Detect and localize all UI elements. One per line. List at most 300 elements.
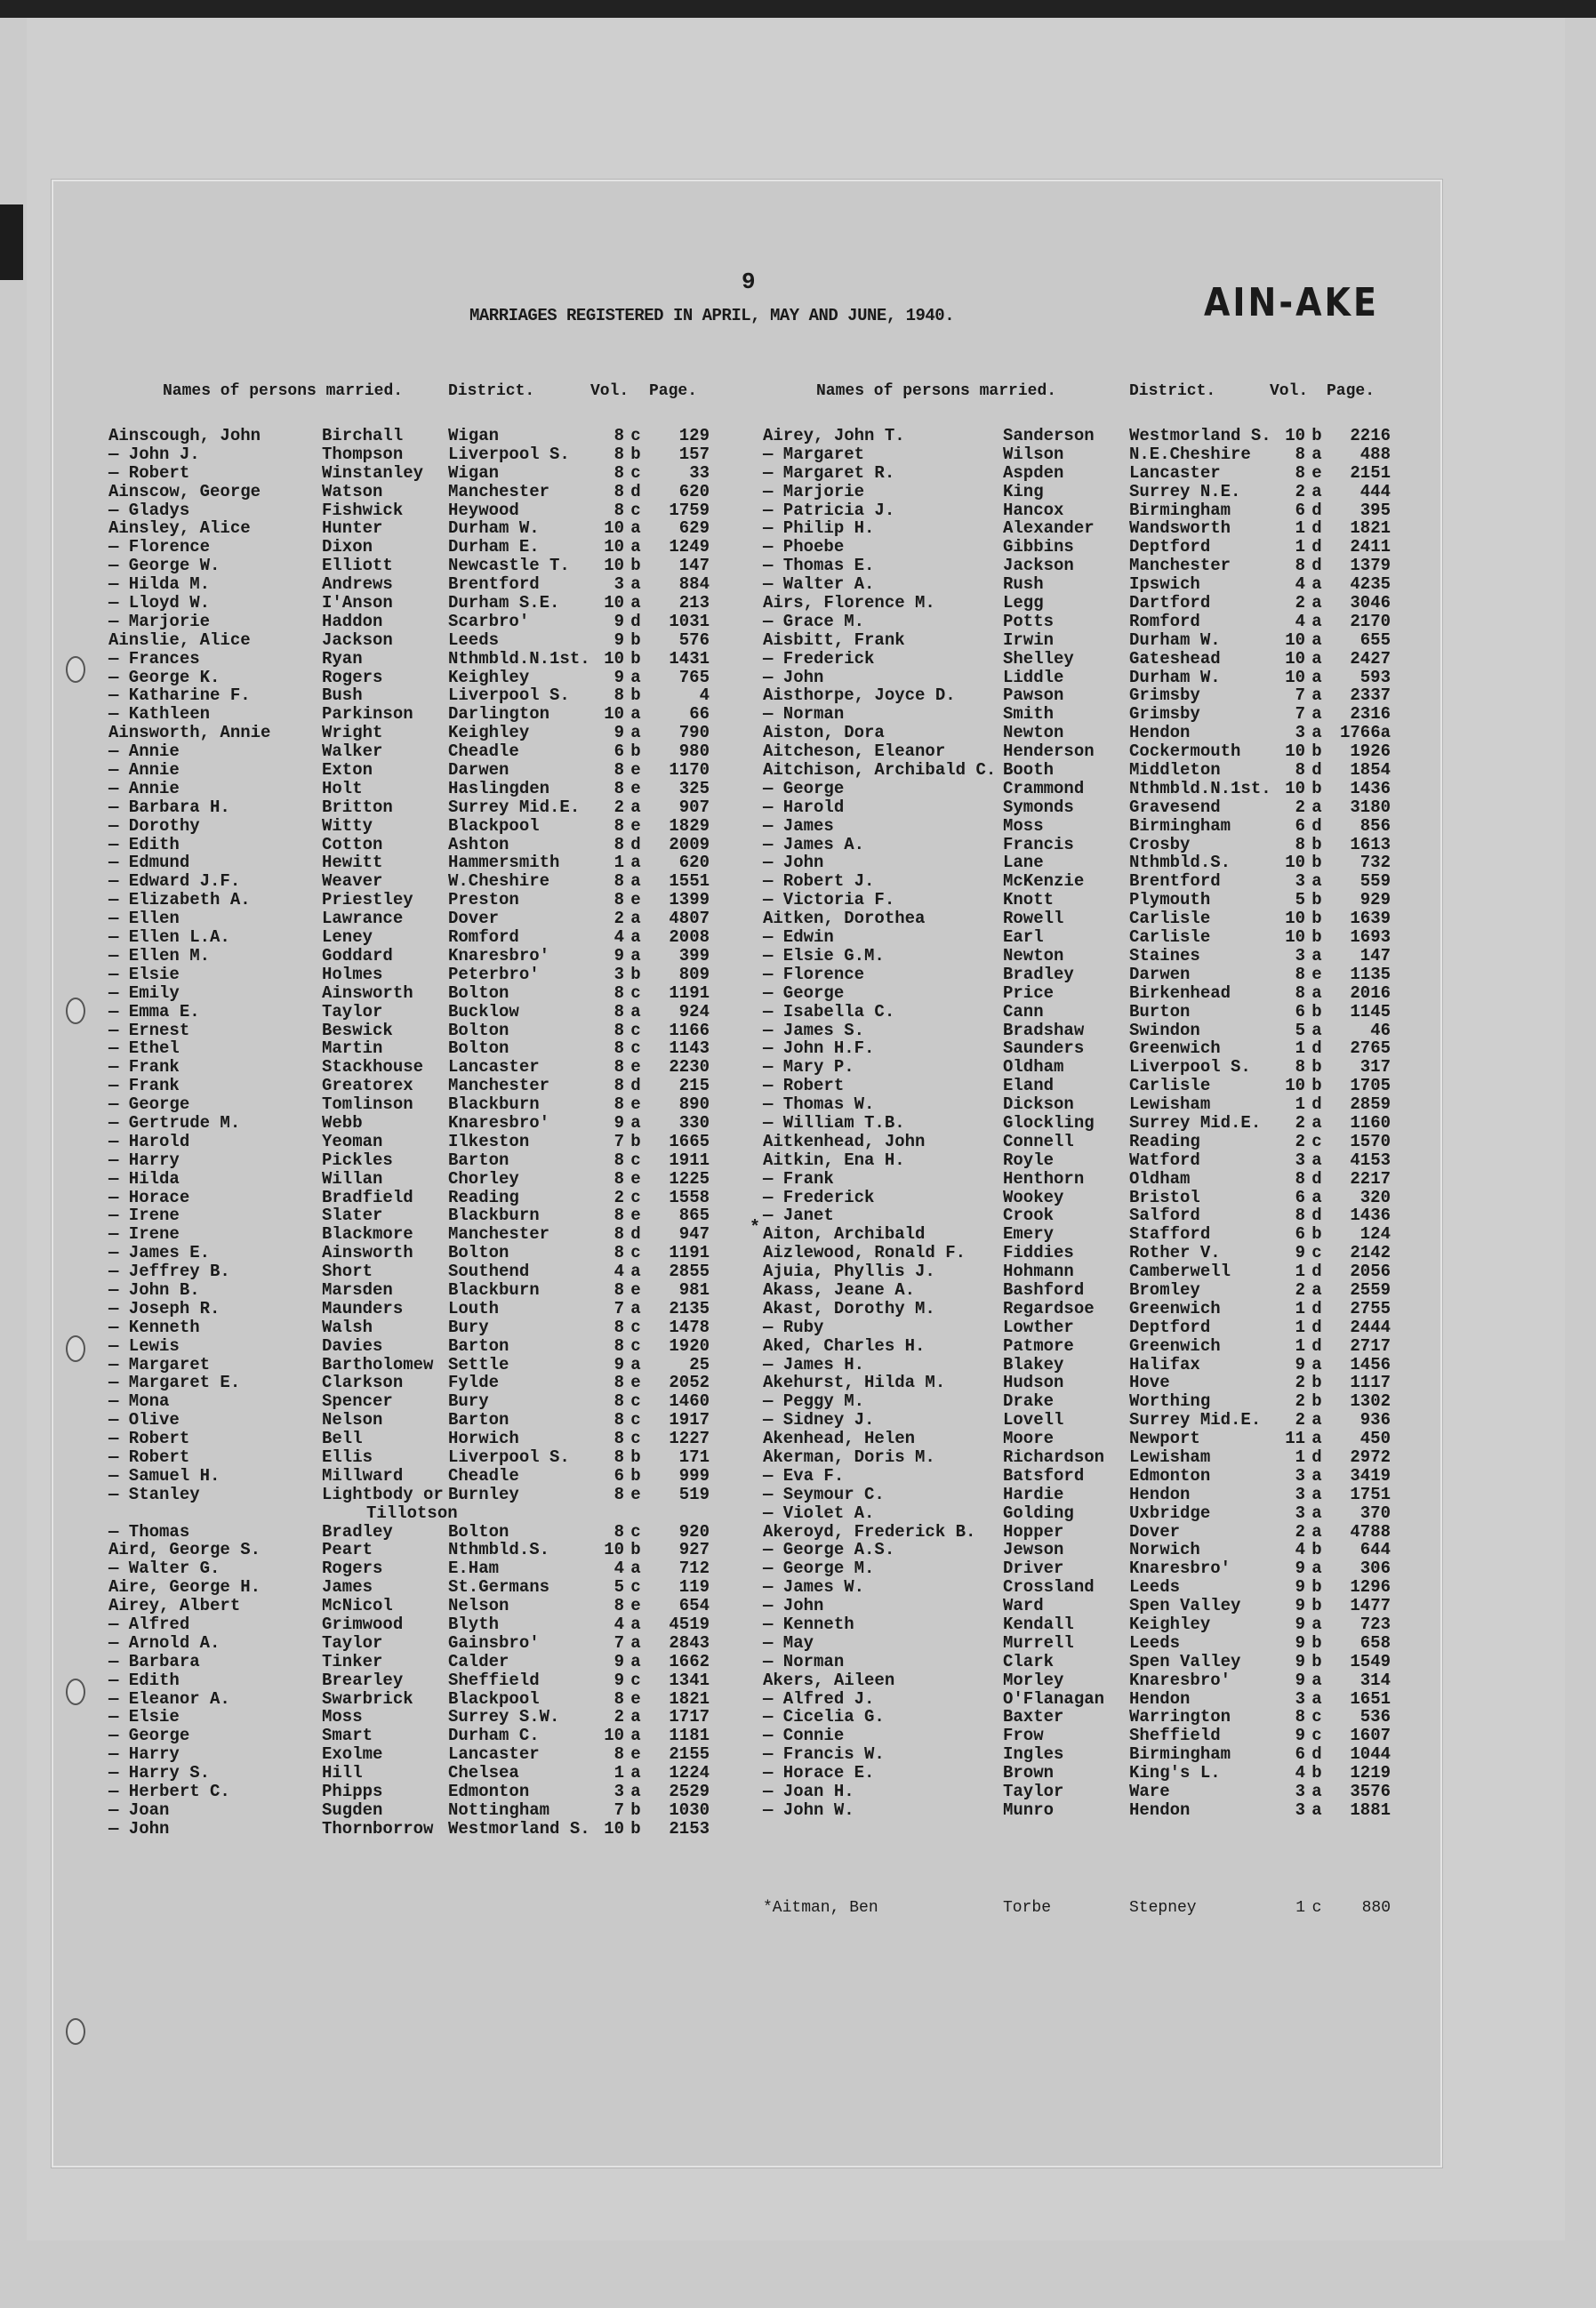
cell-page: 576: [678, 629, 710, 650]
cell-vol: 5: [1295, 1020, 1305, 1040]
cell-surname: Ainsworth: [322, 1243, 413, 1263]
punch-hole-icon: [66, 1679, 85, 1705]
cell-vol: 1: [1295, 1899, 1305, 1917]
cell-page: 2216: [1350, 426, 1391, 445]
cell-vol: 7: [614, 1632, 624, 1653]
cell-name: — George A.S.: [763, 1540, 895, 1560]
cell-letter: d: [1311, 1262, 1322, 1282]
table-row: [108, 947, 710, 966]
cell-name: — Dorothy: [108, 815, 200, 836]
cell-surname: Tomlinson: [322, 1094, 413, 1115]
cell-surname: James: [322, 1577, 373, 1598]
cell-letter: e: [630, 1279, 641, 1300]
header-names: Names of persons married.: [163, 382, 404, 400]
cell-surname: Francis: [1003, 834, 1074, 854]
cell-surname: Blackmore: [322, 1224, 413, 1245]
cell-surname: Baxter: [1003, 1707, 1064, 1727]
table-row: [108, 1225, 710, 1244]
cell-name: — Walter A.: [763, 574, 875, 595]
cell-name: — Hilda: [108, 1168, 180, 1189]
cell-district: Halifax: [1129, 1354, 1200, 1374]
cell-letter: d: [1311, 518, 1322, 539]
table-row: [108, 1820, 710, 1839]
table-row: [763, 1653, 1391, 1671]
cell-name: Airey, John T.: [763, 426, 905, 445]
cell-vol: 9: [614, 629, 624, 650]
cell-name: — Lloyd W.: [108, 593, 211, 613]
cell-district: Middleton: [1129, 760, 1221, 781]
cell-vol: 8: [614, 1001, 624, 1022]
cell-district: Worthing: [1129, 1391, 1211, 1412]
table-row: [108, 1077, 710, 1095]
cell-surname: Munro: [1003, 1799, 1055, 1820]
table-row: [763, 1337, 1391, 1356]
cell-surname: Exolme: [322, 1744, 383, 1765]
cell-letter: a: [1311, 1484, 1322, 1504]
cell-district: Settle: [448, 1354, 509, 1374]
cell-letter: a: [630, 1763, 641, 1783]
cell-district: Manchester: [448, 481, 550, 501]
cell-district: Hendon: [1129, 1799, 1191, 1820]
table-row: [763, 1671, 1391, 1690]
cell-vol: 8: [1295, 1206, 1305, 1226]
cell-name: — Alfred: [108, 1615, 190, 1634]
cell-surname: Lovell: [1003, 1410, 1064, 1430]
cell-district: Hove: [1129, 1373, 1170, 1393]
table-row: [763, 705, 1391, 724]
cell-vol: 8: [614, 1224, 624, 1245]
cell-letter: a: [1311, 648, 1322, 669]
cell-letter: a: [1311, 1279, 1322, 1300]
cell-page: 732: [1359, 853, 1391, 873]
cell-vol: 8: [614, 1243, 624, 1263]
table-row: [108, 724, 710, 742]
cell-page: 1135: [1350, 964, 1391, 984]
cell-vol: 9: [1295, 1651, 1305, 1671]
cell-vol: 10: [604, 704, 624, 725]
cell-surname: Jackson: [322, 629, 393, 650]
cell-surname: Crammond: [1003, 778, 1085, 798]
cell-vol: 8: [614, 1744, 624, 1765]
table-row: [108, 1783, 710, 1801]
cell-page: 1549: [1350, 1651, 1391, 1671]
cell-page: 1477: [1350, 1596, 1391, 1616]
cell-district: Louth: [448, 1298, 500, 1318]
cell-vol: 7: [1295, 685, 1305, 706]
table-row-continuation: [108, 1504, 710, 1523]
cell-name: — Edith: [108, 834, 180, 854]
punch-hole-icon: [66, 2018, 85, 2045]
cell-district: Camberwell: [1129, 1262, 1231, 1282]
cell-vol: 2: [1295, 1131, 1305, 1151]
cell-surname: Rowell: [1003, 909, 1064, 929]
cell-vol: 2: [1295, 593, 1305, 613]
cell-vol: 3: [1295, 1688, 1305, 1709]
cell-name: *Aitman, Ben: [763, 1899, 878, 1917]
cell-letter: a: [630, 1651, 641, 1671]
cell-surname: Regardsoe: [1003, 1298, 1095, 1318]
cell-vol: 9: [614, 723, 624, 743]
table-row: [763, 1022, 1391, 1040]
cell-letter: c: [630, 1317, 641, 1337]
cell-surname: Emery: [1003, 1224, 1055, 1245]
table-row: [108, 1039, 710, 1058]
cell-letter: e: [630, 1057, 641, 1078]
cell-district: Wandsworth: [1129, 518, 1231, 539]
cell-vol: 8: [614, 1094, 624, 1115]
table-row: [108, 1337, 710, 1356]
cell-page: 1143: [669, 1038, 710, 1059]
cell-name: Aisthorpe, Joyce D.: [763, 685, 956, 706]
cell-name: Akeroyd, Frederick B.: [763, 1521, 976, 1542]
cell-surname: Moss: [322, 1707, 363, 1727]
cell-name: — Lewis: [108, 1335, 180, 1356]
cell-district: Carlisle: [1129, 1076, 1211, 1096]
cell-page: 1030: [669, 1799, 710, 1820]
cell-page: 790: [678, 723, 710, 743]
cell-district: Ilkeston: [448, 1131, 530, 1151]
cell-district: Burton: [1129, 1001, 1191, 1022]
cell-vol: 8: [614, 871, 624, 892]
cell-surname: Legg: [1003, 593, 1044, 613]
cell-vol: 8: [614, 1429, 624, 1449]
cell-letter: a: [630, 574, 641, 595]
cell-page: 147: [1359, 945, 1391, 966]
cell-page: 2135: [669, 1298, 710, 1318]
cell-vol: 10: [1285, 426, 1305, 445]
table-row: [108, 1095, 710, 1114]
cell-name: — Kenneth: [108, 1317, 200, 1337]
cell-district: Bury: [448, 1317, 489, 1337]
cell-page: 1160: [1350, 1112, 1391, 1133]
cell-vol: 10: [604, 556, 624, 576]
cell-surname: Bell: [322, 1429, 363, 1449]
cell-vol: 1: [1295, 1335, 1305, 1356]
cell-district: Knaresbro': [1129, 1559, 1231, 1579]
cell-letter: d: [630, 481, 641, 501]
cell-surname: Holt: [322, 778, 363, 798]
cell-district: Durham E.: [448, 537, 540, 557]
cell-surname: Watson: [322, 481, 383, 501]
cell-page: 119: [678, 1577, 710, 1598]
cell-surname: Yeoman: [322, 1131, 383, 1151]
cell-page: 1607: [1350, 1726, 1391, 1746]
cell-district: Fylde: [448, 1373, 500, 1393]
cell-surname: Crook: [1003, 1206, 1055, 1226]
cell-surname: Jackson: [1003, 556, 1074, 576]
cell-vol: 2: [614, 1707, 624, 1727]
cell-vol: 8: [1295, 834, 1305, 854]
cell-name: — Harry S.: [108, 1763, 211, 1783]
cell-district: Knaresbro': [448, 945, 550, 966]
cell-page: 3180: [1350, 797, 1391, 817]
cell-district: Peterbro': [448, 964, 540, 984]
cell-surname: Royle: [1003, 1150, 1055, 1170]
cell-letter: a: [630, 518, 641, 539]
table-row: [763, 1356, 1391, 1374]
cell-district: Hammersmith: [448, 853, 560, 873]
cell-name: — Kathleen: [108, 704, 211, 725]
cell-page: 2151: [1350, 462, 1391, 483]
cell-letter: a: [1311, 1187, 1322, 1207]
cell-district: Bucklow: [448, 1001, 519, 1022]
cell-letter: b: [630, 1540, 641, 1560]
cell-vol: 8: [614, 426, 624, 445]
header-page: Page.: [1327, 382, 1375, 400]
cell-vol: 8: [1295, 556, 1305, 576]
cell-vol: 8: [614, 444, 624, 464]
cell-surname: Batsford: [1003, 1465, 1085, 1486]
cell-district: Dartford: [1129, 593, 1211, 613]
cell-letter: a: [630, 1726, 641, 1746]
cell-name: — Patricia J.: [763, 500, 895, 520]
cell-letter: c: [630, 1670, 641, 1690]
cell-name: — George W.: [108, 556, 221, 576]
cell-page: 890: [678, 1094, 710, 1115]
cell-page: 2855: [669, 1262, 710, 1282]
cell-name: — Edwin: [763, 927, 834, 948]
cell-letter: c: [630, 1020, 641, 1040]
cell-vol: 9: [1295, 1615, 1305, 1634]
cell-page: 1181: [669, 1726, 710, 1746]
scan-edge-mark: [0, 204, 23, 280]
cell-page: 2859: [1350, 1094, 1391, 1115]
cell-letter: e: [630, 890, 641, 910]
cell-page: 1191: [669, 982, 710, 1003]
cell-district: Stafford: [1129, 1224, 1211, 1245]
cell-page: 1920: [669, 1335, 710, 1356]
cell-district: Nottingham: [448, 1799, 550, 1820]
cell-vol: 2: [614, 1187, 624, 1207]
cell-page: 981: [678, 1279, 710, 1300]
cell-surname: O'Flanagan: [1003, 1688, 1105, 1709]
table-row: [108, 1262, 710, 1281]
cell-surname: Oldham: [1003, 1057, 1064, 1078]
cell-name: — Thomas E.: [763, 556, 875, 576]
cell-vol: 9: [1295, 1596, 1305, 1616]
table-row: [763, 445, 1391, 464]
cell-page: 1436: [1350, 778, 1391, 798]
cell-vol: 4: [1295, 1540, 1305, 1560]
cell-page: 1436: [1350, 1206, 1391, 1226]
cell-page: 4235: [1350, 574, 1391, 595]
cell-district: Bolton: [448, 982, 509, 1003]
cell-page: 1166: [669, 1020, 710, 1040]
cell-name: — Frances: [108, 648, 200, 669]
table-row: [763, 1244, 1391, 1262]
cell-page: 2155: [669, 1744, 710, 1765]
cell-vol: 10: [1285, 741, 1305, 762]
cell-page: 936: [1359, 1410, 1391, 1430]
cell-name: — John: [763, 1596, 824, 1616]
cell-name: — Peggy M.: [763, 1391, 865, 1412]
cell-district: Durham W.: [1129, 667, 1221, 687]
cell-name: — Ellen L.A.: [108, 927, 230, 948]
cell-surname: Ainsworth: [322, 982, 413, 1003]
cell-name: — Kenneth: [763, 1615, 854, 1634]
table-row: [763, 984, 1391, 1003]
cell-district: Surrey Mid.E.: [448, 797, 581, 817]
cell-vol: 8: [1295, 462, 1305, 483]
cell-name: — Barbara: [108, 1651, 200, 1671]
table-row: [763, 1392, 1391, 1411]
cell-letter: b: [1311, 1224, 1322, 1245]
cell-surname: Lowther: [1003, 1317, 1074, 1337]
table-row: [763, 501, 1391, 520]
cell-name: — Elsie: [108, 964, 180, 984]
table-row: [763, 798, 1391, 817]
cell-surname: McKenzie: [1003, 871, 1085, 892]
cell-district: Manchester: [448, 1076, 550, 1096]
cell-letter: b: [630, 1465, 641, 1486]
table-row: [763, 594, 1391, 613]
cell-name: — Eleanor A.: [108, 1688, 230, 1709]
table-row: [763, 427, 1391, 445]
cell-letter: d: [1311, 760, 1322, 781]
cell-surname: Potts: [1003, 611, 1055, 631]
cell-page: 1693: [1350, 927, 1391, 948]
cell-page: 2153: [669, 1818, 710, 1839]
cell-vol: 8: [614, 890, 624, 910]
cell-page: 1926: [1350, 741, 1391, 762]
cell-surname: Bartholomew: [322, 1354, 434, 1374]
cell-district: Leeds: [448, 629, 500, 650]
cell-district: Bolton: [448, 1243, 509, 1263]
cell-letter: a: [1311, 1688, 1322, 1709]
cell-page: 330: [678, 1112, 710, 1133]
cell-letter: a: [630, 909, 641, 929]
cell-district: Swindon: [1129, 1020, 1200, 1040]
cell-surname: Newton: [1003, 723, 1064, 743]
cell-vol: 8: [614, 1076, 624, 1096]
cell-letter: a: [1311, 481, 1322, 501]
cell-vol: 10: [604, 648, 624, 669]
cell-name: Akenhead, Helen: [763, 1429, 916, 1449]
cell-name: — Katharine F.: [108, 685, 251, 706]
cell-surname: Tinker: [322, 1651, 383, 1671]
table-row: [108, 464, 710, 483]
cell-district: Bromley: [1129, 1279, 1200, 1300]
cell-surname: Clark: [1003, 1651, 1055, 1671]
cell-vol: 8: [614, 760, 624, 781]
cell-letter: d: [630, 834, 641, 854]
cell-name: — Robert: [108, 1429, 190, 1449]
cell-page: 2972: [1350, 1447, 1391, 1467]
cell-vol: 8: [1295, 1707, 1305, 1727]
cell-district: Rother V.: [1129, 1243, 1221, 1263]
cell-letter: b: [1311, 1391, 1322, 1412]
cell-district: Darlington: [448, 704, 550, 725]
cell-surname: Shelley: [1003, 648, 1074, 669]
cell-surname: Ellis: [322, 1447, 373, 1467]
cell-surname: Alexander: [1003, 518, 1095, 539]
cell-vol: 3: [614, 1782, 624, 1802]
cell-surname: Hunter: [322, 518, 383, 539]
table-row: [763, 1374, 1391, 1392]
cell-page: 1759: [669, 500, 710, 520]
cell-district: Blackpool: [448, 1688, 540, 1709]
cell-district: Keighley: [448, 723, 530, 743]
table-row: [763, 1281, 1391, 1300]
cell-surname: Thompson: [322, 444, 404, 464]
cell-letter: a: [630, 537, 641, 557]
cell-surname: Andrews: [322, 574, 393, 595]
cell-district: Ipswich: [1129, 574, 1200, 595]
cell-letter: d: [630, 1076, 641, 1096]
cell-name: — Margaret E.: [108, 1373, 241, 1393]
cell-vol: 10: [604, 1540, 624, 1560]
cell-name: — Ellen: [108, 909, 180, 929]
cell-surname: Priestley: [322, 890, 413, 910]
table-row: [108, 761, 710, 780]
cell-district: Surrey N.E.: [1129, 481, 1241, 501]
cell-surname: Peart: [322, 1540, 373, 1560]
cell-name: — George K.: [108, 667, 221, 687]
table-row: [108, 910, 710, 928]
cell-surname: Elliott: [322, 556, 393, 576]
cell-vol: 8: [614, 500, 624, 520]
table-row: [763, 1764, 1391, 1783]
cell-page: 620: [678, 481, 710, 501]
cell-page: 1145: [1350, 1001, 1391, 1022]
cell-letter: d: [1311, 1298, 1322, 1318]
cell-page: 2843: [669, 1632, 710, 1653]
cell-page: 1249: [669, 537, 710, 557]
cell-district: Bristol: [1129, 1187, 1200, 1207]
table-row: [763, 1690, 1391, 1709]
cell-name: — Joseph R.: [108, 1298, 221, 1318]
cell-vol: 9: [614, 945, 624, 966]
cell-vol: 9: [614, 1112, 624, 1133]
cell-letter: a: [630, 1615, 641, 1634]
cell-page: 147: [678, 556, 710, 576]
cell-name: — Thomas: [108, 1521, 190, 1542]
cell-district: Edmonton: [448, 1782, 530, 1802]
cell-vol: 1: [1295, 1317, 1305, 1337]
cell-name: — John B.: [108, 1279, 200, 1300]
cell-page: 712: [678, 1559, 710, 1579]
table-row: [763, 966, 1391, 984]
cell-letter: e: [630, 1206, 641, 1226]
cell-vol: 4: [614, 927, 624, 948]
cell-letter: a: [1311, 704, 1322, 725]
cell-name: — Margaret R.: [763, 462, 895, 483]
cell-surname: Earl: [1003, 927, 1044, 948]
cell-letter: a: [1311, 1670, 1322, 1690]
cell-letter: c: [630, 426, 641, 445]
cell-district: Durham W.: [448, 518, 540, 539]
table-row: [108, 1170, 710, 1189]
cell-vol: 5: [1295, 890, 1305, 910]
cell-vol: 8: [614, 1688, 624, 1709]
header-names: Names of persons married.: [816, 382, 1057, 400]
cell-district: W.Cheshire: [448, 871, 550, 892]
cell-vol: 8: [614, 1484, 624, 1504]
cell-surname: Spencer: [322, 1391, 393, 1412]
cell-letter: d: [1311, 1168, 1322, 1189]
cell-letter: a: [1311, 1429, 1322, 1449]
cell-surname: Connell: [1003, 1131, 1074, 1151]
cell-vol: 8: [614, 815, 624, 836]
cell-name: — Ernest: [108, 1020, 190, 1040]
cell-page: 1478: [669, 1317, 710, 1337]
cell-district: Durham S.E.: [448, 593, 560, 613]
cell-surname: Walker: [322, 741, 383, 762]
cell-district: Hendon: [1129, 1484, 1191, 1504]
cell-page: 2170: [1350, 611, 1391, 631]
cell-page: 2755: [1350, 1298, 1391, 1318]
cell-letter: c: [630, 1150, 641, 1170]
